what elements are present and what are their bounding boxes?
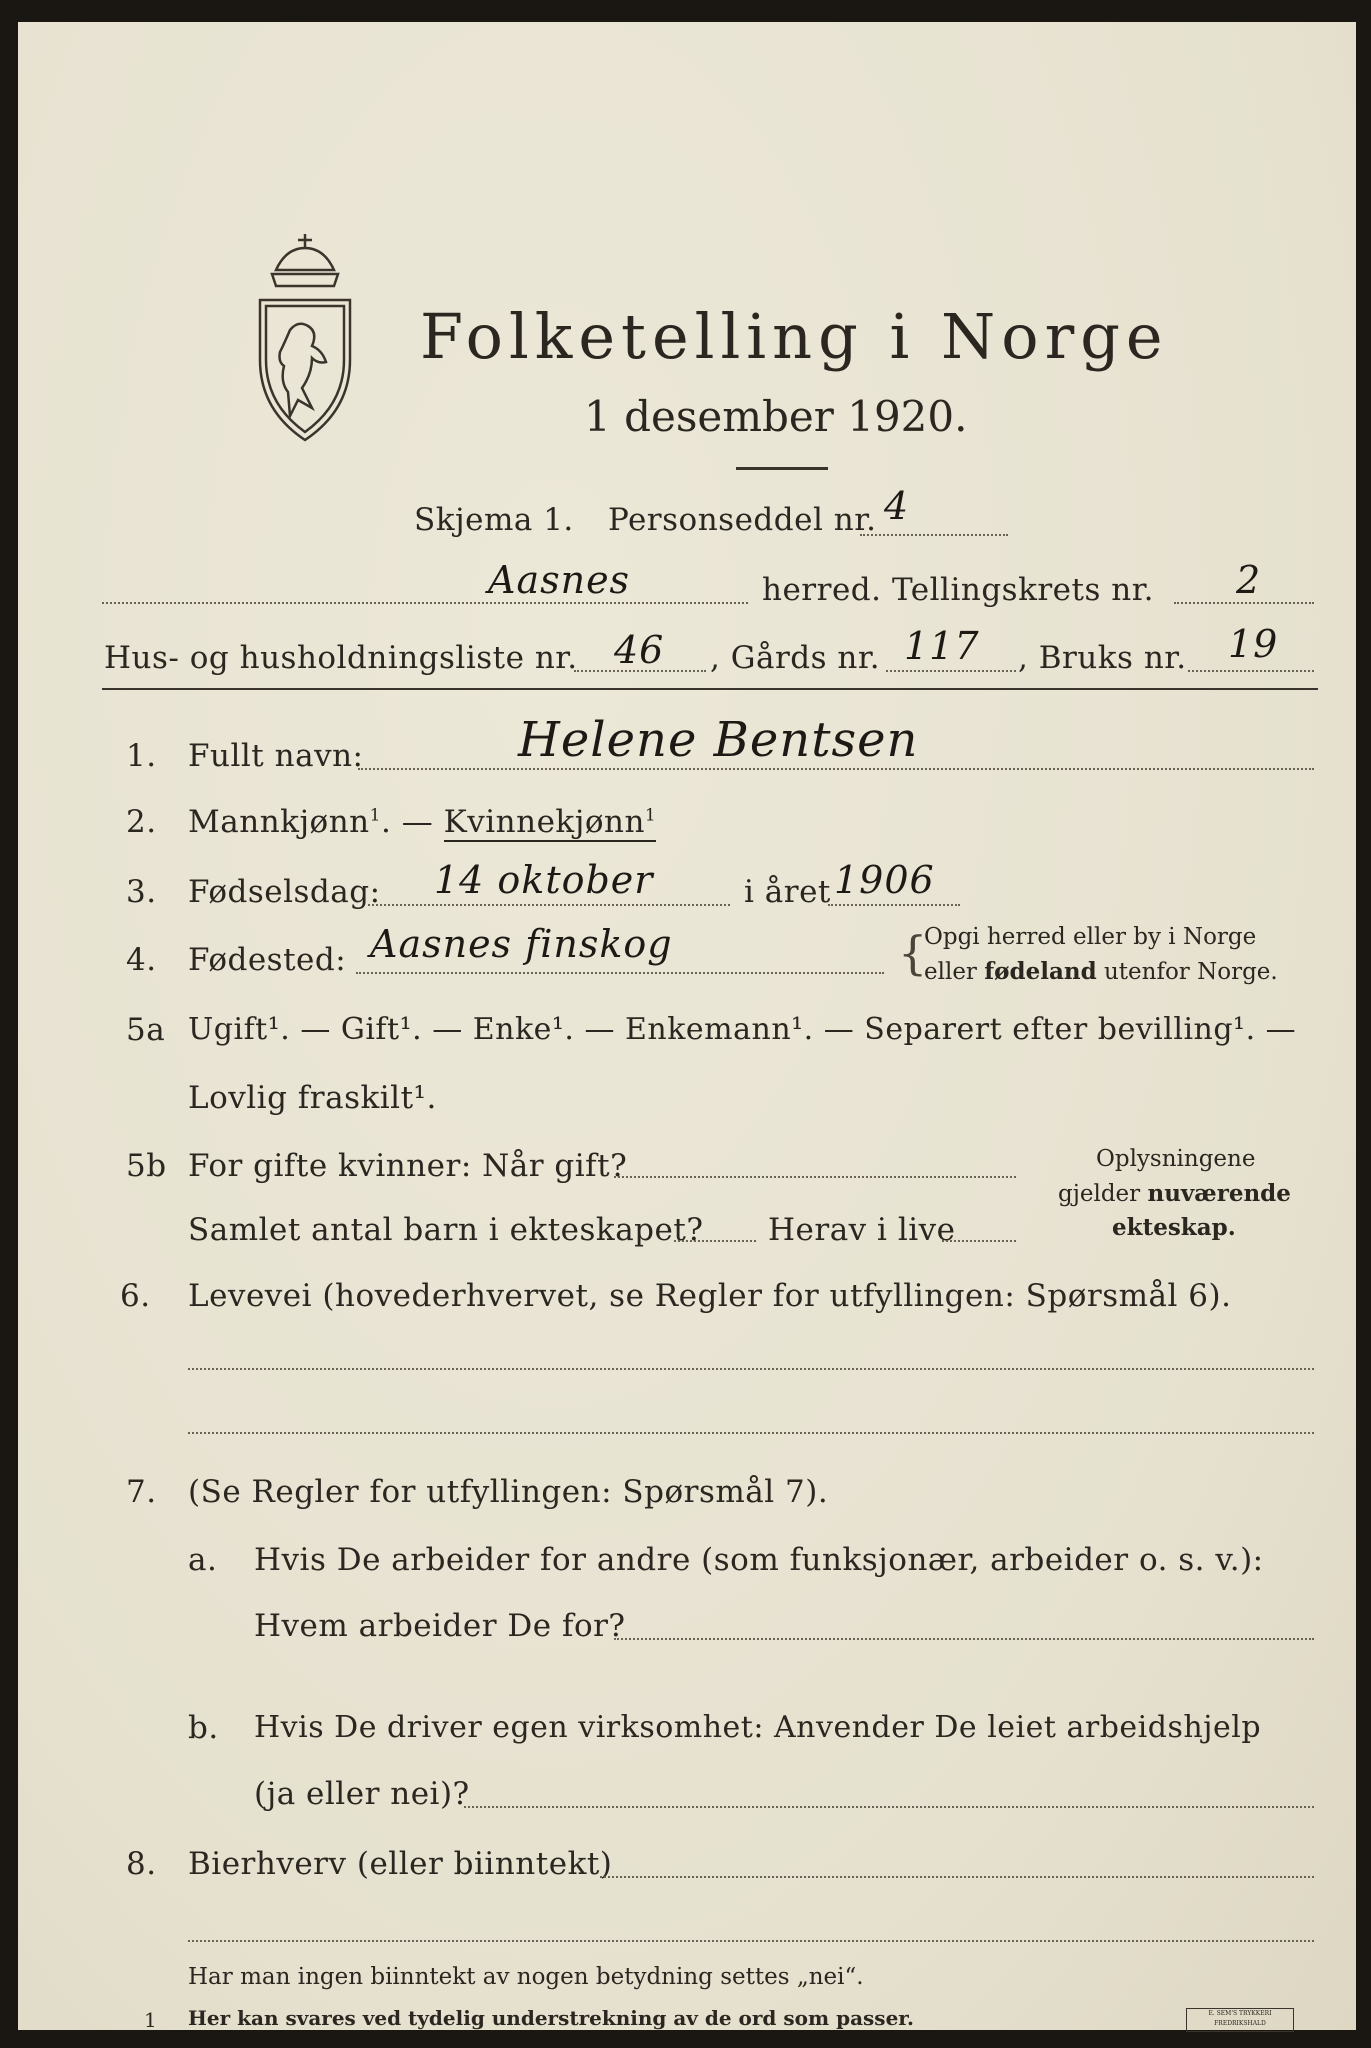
personseddel-line <box>860 534 1008 536</box>
herred-value[interactable]: Aasnes <box>488 558 631 602</box>
q5b-married-line <box>614 1176 1016 1178</box>
q8-label: Bierhverv (eller biinntekt) <box>188 1846 613 1882</box>
form-title: Folketelling i Norge <box>420 300 1169 373</box>
q5a-options-line2[interactable]: Lovlig fraskilt¹. <box>188 1080 437 1116</box>
q3-line <box>368 904 730 906</box>
tellingskrets-label: Tellingskrets nr. <box>892 572 1154 608</box>
q4-label: Fødested: <box>188 942 347 978</box>
q4-note-line1: Opgi herred eller by i Norge <box>924 924 1257 950</box>
q1-label: Fullt navn: <box>188 738 364 774</box>
q5b-note-line3: ekteskap. <box>1112 1214 1236 1241</box>
q7b-line1: Hvis De driver egen virksomhet: Anvender De leiet arbeidshjelp <box>254 1710 1262 1745</box>
q7a-line <box>614 1638 1314 1640</box>
coat-of-arms-icon <box>246 230 364 450</box>
q5a-number: 5a <box>126 1012 166 1048</box>
q5b-note-line1: Oplysningene <box>1096 1146 1256 1172</box>
personseddel-label: Personseddel nr. <box>608 502 877 538</box>
q6-line2 <box>188 1432 1314 1434</box>
printer-stamp: E. SEM'S TRYKKERI FREDRIKSHALD <box>1186 2008 1294 2032</box>
q5b-alive-label: Herav i live <box>768 1212 956 1248</box>
tellingskrets-value[interactable]: 2 <box>1236 558 1262 602</box>
bruks-line <box>1188 670 1314 672</box>
footnote-mark: 1 <box>144 2008 157 2032</box>
schema-label: Skjema 1. <box>414 502 574 538</box>
q4-number: 4. <box>126 942 157 978</box>
q7b-line2: (ja eller nei)? <box>254 1776 470 1812</box>
census-date: 1 desember 1920. <box>584 392 968 441</box>
q7a-line2: Hvem arbeider De for? <box>254 1608 626 1644</box>
bruks-label: , Bruks nr. <box>1018 640 1187 676</box>
q2-female[interactable]: Kvinnekjønn$^1$ <box>443 804 657 840</box>
q7b-line <box>464 1806 1314 1808</box>
footnote-text: Her kan svares ved tydelig understrekning av de ord som passer. <box>188 2006 914 2030</box>
q6-number: 6. <box>120 1278 151 1314</box>
q7-label: (Se Regler for utfyllingen: Spørsmål 7). <box>188 1474 829 1510</box>
q7a-letter: a. <box>188 1542 218 1578</box>
q2-number: 2. <box>126 804 157 840</box>
title-divider <box>736 467 828 470</box>
q1-line <box>358 768 1314 770</box>
q3-year-value[interactable]: 1906 <box>834 858 935 902</box>
q3-year-line <box>828 904 960 906</box>
gards-value[interactable]: 117 <box>904 624 980 668</box>
gards-line <box>886 670 1016 672</box>
q8-line1 <box>600 1876 1314 1878</box>
q1-value[interactable]: Helene Bentsen <box>518 712 919 768</box>
q6-line1 <box>188 1368 1314 1370</box>
gards-label: , Gårds nr. <box>710 640 881 676</box>
herred-line <box>102 602 748 604</box>
q2-options: Mannkjønn$^1$. — Kvinnekjønn$^1$ <box>188 804 657 840</box>
q1-number: 1. <box>126 738 157 774</box>
q4-value[interactable]: Aasnes finskog <box>370 922 673 966</box>
q3-label: Fødselsdag: <box>188 874 381 910</box>
q7a-line1: Hvis De arbeider for andre (som funksjonær, arbeider o. s. v.): <box>254 1542 1264 1578</box>
hus-value[interactable]: 46 <box>614 628 665 672</box>
tellingskrets-line <box>1174 602 1314 604</box>
q8-line2 <box>188 1940 1314 1942</box>
bruks-value[interactable]: 19 <box>1228 622 1279 666</box>
q8-number: 8. <box>126 1846 157 1882</box>
q3-number: 3. <box>126 874 157 910</box>
hus-label: Hus- og husholdningsliste nr. <box>104 640 578 676</box>
q4-note-line2: eller fødeland utenfor Norge. <box>924 958 1278 985</box>
q6-label: Levevei (hovederhvervet, se Regler for utfyllingen: Spørsmål 6). <box>188 1278 1232 1314</box>
q7b-letter: b. <box>188 1710 219 1746</box>
q5b-children-line <box>674 1240 756 1242</box>
herred-label: herred. <box>762 572 882 608</box>
q5b-number: 5b <box>126 1148 167 1184</box>
q3-value[interactable]: 14 oktober <box>434 858 654 902</box>
census-form <box>18 22 1356 2030</box>
q5a-options-line1[interactable]: Ugift¹. — Gift¹. — Enke¹. — Enkemann¹. — Separert efter bevilling¹. — <box>188 1012 1297 1047</box>
q7-number: 7. <box>126 1474 157 1510</box>
q5b-children-label: Samlet antal barn i ekteskapet? <box>188 1212 704 1248</box>
q5b-married-label: For gifte kvinner: Når gift? <box>188 1148 628 1184</box>
q5b-note-line2: gjelder nuværende <box>1058 1180 1291 1207</box>
personseddel-value[interactable]: 4 <box>884 484 910 528</box>
q4-line <box>356 972 884 974</box>
q4-note-brace: { <box>898 926 928 980</box>
header-rule <box>102 688 1318 690</box>
q2-male[interactable]: Mannkjønn <box>188 804 370 840</box>
q5b-alive-line <box>942 1240 1016 1242</box>
q3-year-label: i året <box>744 874 831 910</box>
q8-note: Har man ingen biinntekt av nogen betydning settes „nei“. <box>188 1964 864 1990</box>
